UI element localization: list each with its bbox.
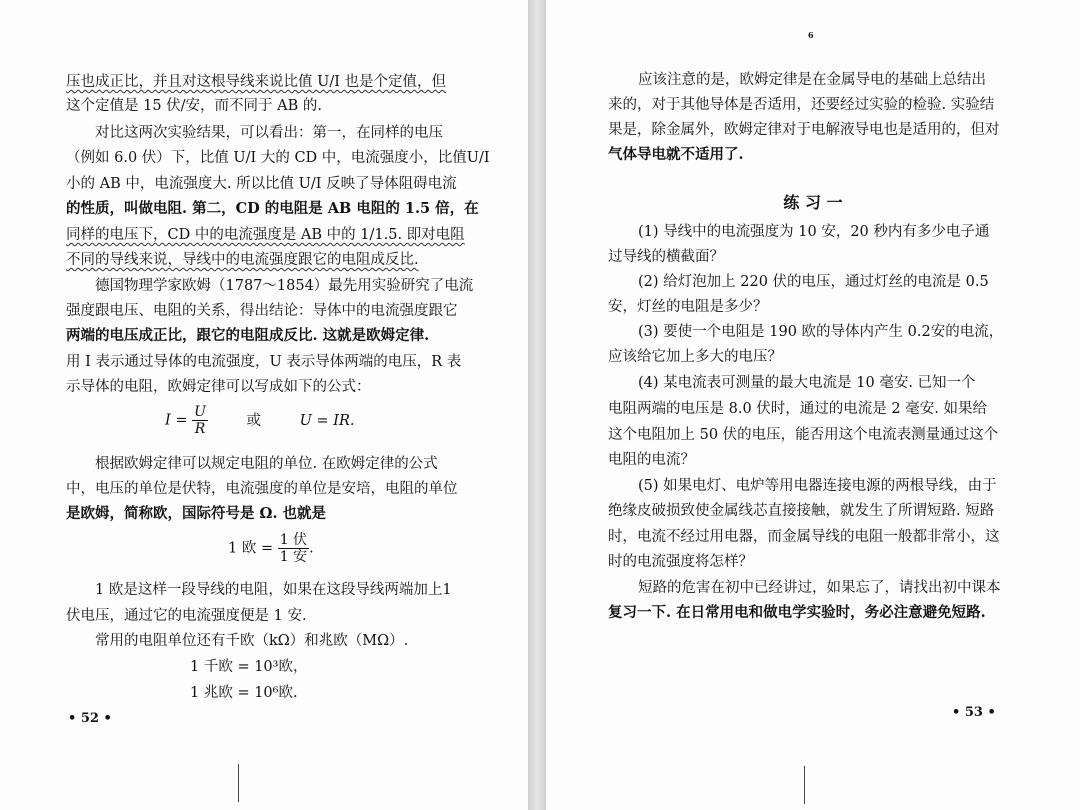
exercise-title: 练 习 一 <box>783 193 843 212</box>
exercise-line: 安，灯丝的电阻是多少？ <box>608 299 768 315</box>
text-line: 果是，除金属外，欧姆定律对于电解液导电也是适用的，但对 <box>608 122 1000 138</box>
ohm-unit-definition: 1 欧 = $\frac{\text{1 伏}}{\text{1 安}}$ . <box>228 532 314 565</box>
text-line: 同样的电压下，CD 中的电流强度是 AB 中的 1/1.5. 即对电阻 <box>66 227 465 243</box>
exercise-line: 电阻两端的电压是 8.0 伏时，通过的电流是 2 毫安. 如果给 <box>608 401 987 417</box>
text-line: 1 欧是这样一段导线的电阻，如果在这段导线两端加上1 <box>95 582 452 598</box>
text-line: 伏电压，通过它的电流强度便是 1 安. <box>66 608 307 624</box>
top-mark: 6 <box>808 30 814 40</box>
text-line: 德国物理学家欧姆（1787～1854）最先用实验研究了电流 <box>95 278 474 294</box>
text-line: 压也成正比，并且对这根导线来说比值 U/I 也是个定值，但 <box>66 74 447 90</box>
page-number: • 52 • <box>68 711 112 726</box>
text-line: 不同的导线来说，导线中的电流强度跟它的电阻成反比. <box>66 252 419 268</box>
page-number: • 53 • <box>952 705 996 720</box>
exercise-line: (3) 要使一个电阻是 190 欧的导体内产生 0.2安的电流， <box>638 324 1004 340</box>
exercise-line: 复习一下. 在日常用电和做电学实验时，务必注意避免短路. <box>608 604 986 621</box>
exercise-line: 这个电阻加上 50 伏的电压，能否用这个电流表测量通过这个 <box>608 427 999 443</box>
text-line: 用 I 表示通过导体的电流强度，U 表示导体两端的电压，R 表 <box>66 354 462 370</box>
text-line: 两端的电压成正比，跟它的电阻成反比. 这就是欧姆定律. <box>66 327 430 344</box>
text-line: 是欧姆，简称欧，国际符号是 Ω. 也就是 <box>66 505 327 522</box>
exercise-line: (2) 给灯泡加上 220 伏的电压，通过灯丝的电流是 0.5 <box>638 274 989 290</box>
exercise-line: 时的电流强度将怎样？ <box>608 554 753 570</box>
text-line: 这个定值是 15 伏/安，而不同于 AB 的. <box>66 98 323 114</box>
exercise-line: 应该给它加上多大的电压？ <box>608 349 782 365</box>
exercise-line: 过导线的横截面？ <box>608 249 724 265</box>
kilo-ohm-line: 1 千欧 = 10³欧， <box>190 659 308 675</box>
scan-mark <box>238 764 239 802</box>
text-line: 对比这两次实验结果，可以看出：第一，在同样的电压 <box>95 125 443 141</box>
text-line: （例如 6.0 伏）下，比值 U/I 大的 CD 中，电流强度小，比值U/I <box>66 150 490 166</box>
text-line: 的性质，叫做电阻. 第二，CD 的电阻是 AB 电阻的 1.5 倍，在 <box>66 200 479 217</box>
scan-mark <box>804 766 805 804</box>
exercise-line: 短路的危害在初中已经讲过，如果忘了，请找出初中课本 <box>638 580 1001 596</box>
exercise-line: (5) 如果电灯、电炉等用电器连接电源的两根导线，由于 <box>638 478 997 494</box>
text-line: 小的 AB 中，电流强度大. 所以比值 U/I 反映了导体阻碍电流 <box>66 176 457 192</box>
book-gutter <box>528 0 546 810</box>
exercise-line: 电阻的电流？ <box>608 452 695 468</box>
exercise-line: 时，电流不经过用电器，而金属导线的电阻一般都非常小，这 <box>608 529 1000 545</box>
text-line: 强度跟电压、电阻的关系，得出结论：导体中的电流强度跟它 <box>66 303 458 319</box>
left-page <box>0 0 528 810</box>
exercise-line: (1) 导线中的电流强度为 10 安，20 秒内有多少电子通 <box>638 224 990 240</box>
unit-fraction: $\frac{\text{1 伏}}{\text{1 安}}$ <box>279 532 308 565</box>
exercise-line: (4) 某电流表可测量的最大电流是 10 毫安. 已知一个 <box>638 375 976 391</box>
text-line: 中，电压的单位是伏特，电流强度的单位是安培，电阻的单位 <box>66 481 458 497</box>
text-line: 常用的电阻单位还有千欧（kΩ）和兆欧（MΩ）. <box>95 633 409 649</box>
mega-ohm-line: 1 兆欧 = 10⁶欧. <box>190 685 298 701</box>
ohm-law-formula: I = $\frac{U}{R}$ 或 U = IR. <box>165 404 355 437</box>
formula-fraction: $\frac{U}{R}$ <box>194 404 206 437</box>
right-page <box>546 0 1080 810</box>
text-line: 示导体的电阻，欧姆定律可以写成如下的公式： <box>66 379 371 395</box>
text-line: 根据欧姆定律可以规定电阻的单位. 在欧姆定律的公式 <box>95 456 438 472</box>
text-line: 应该注意的是，欧姆定律是在金属导电的基础上总结出 <box>638 72 986 88</box>
text-line: 气体导电就不适用了. <box>608 146 744 163</box>
text-line: 来的，对于其他导体是否适用，还要经过实验的检验. 实验结 <box>608 97 995 113</box>
exercise-line: 绝缘皮破损致使金属线芯直接接触，就发生了所谓短路. 短路 <box>608 503 995 519</box>
